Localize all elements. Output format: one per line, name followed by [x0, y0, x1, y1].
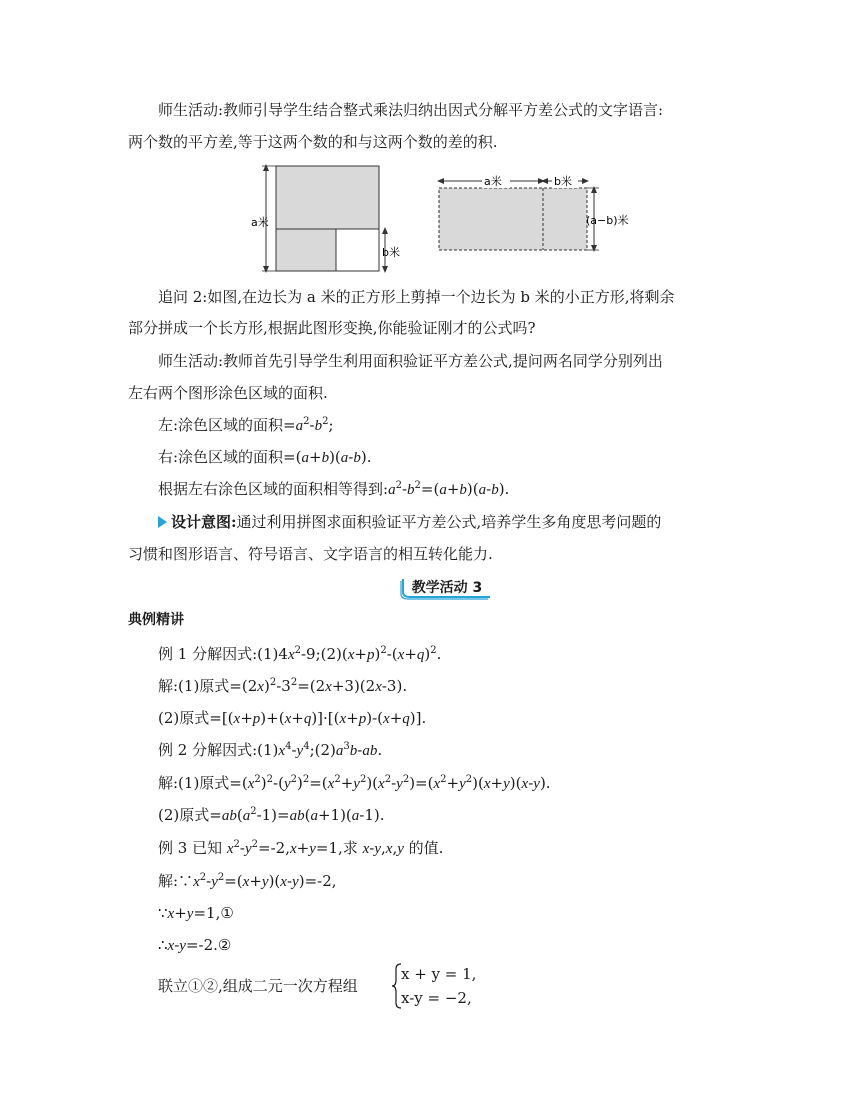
- paragraph-activity-line2: 两个数的平方差,等于这两个数的和与这两个数的差的积.: [128, 133, 498, 151]
- equation-system: [391, 962, 501, 1010]
- question2-line2: 部分拼成一个长方形,根据此图形变换,你能验证刚才的公式吗?: [128, 319, 536, 337]
- paragraph-activity-line1: 师生活动:教师引导学生结合整式乘法归纳出因式分解平方差公式的文字语言:: [158, 101, 664, 119]
- left-shaded-top: [276, 166, 379, 229]
- equation2-line: ∴x-y=-2.②: [158, 936, 232, 954]
- right-area-line: 右:涂色区域的面积=(a+b)(a-b).: [158, 448, 372, 466]
- left-area-line: 左:涂色区域的面积$=a^2-b^2$;: [158, 416, 334, 434]
- triangle-marker-icon: [158, 516, 167, 528]
- left-square-figure: [248, 162, 408, 276]
- solution1b-line: (2)原式=[(x+p)+(x+q)]·[(x+p)-(x+q)].: [158, 709, 427, 727]
- examples-heading: 典例精讲: [128, 612, 184, 628]
- banner-title: 教学活动 3: [411, 580, 483, 596]
- left-b-label: b米: [382, 246, 400, 259]
- example2-line: 例 2 分解因式$:(1)x^4-y^4;(2)a^3b-ab$.: [158, 741, 383, 759]
- solution3-line: 解$:\because x^2-y^2=(x+y)(x-y)=-2$,: [158, 872, 337, 890]
- right-a-label: a米: [484, 175, 502, 188]
- system-equation-2: x-y = −2,: [401, 989, 472, 1007]
- conclusion-line: 根据左右涂色区域的面积相等得到$:a^2-b^2=(a+b)(a-b)$.: [158, 480, 510, 498]
- design-intent-line2: 习惯和图形语言、符号语言、文字语言的相互转化能力.: [128, 545, 493, 563]
- example3-line: 例 3 已知 $x^2-y^2=-2,x+y=1$,求 x-y,x,y 的值.: [158, 839, 444, 857]
- right-rectangle-figure: [434, 172, 644, 254]
- right-ab-label: (a−b)米: [586, 214, 629, 227]
- solution2-line: 解:(1)原式$=(x^2)^2-(y^2)^2=(x^2+y^2)(x^2-y^2)=(x^2+y^2)(x+y)(x-y)$.: [158, 774, 551, 792]
- teaching-activity-banner: [400, 576, 494, 600]
- paragraph-method-line1: 师生活动:教师首先引导学生利用面积验证平方差公式,提问两名同学分别列出: [158, 352, 663, 370]
- solution1-line: 解:(1)原式$=(2x)^2-3^2=(2x+3)(2x-3)$.: [158, 677, 408, 695]
- left-shaded-bottom: [276, 229, 336, 271]
- system-intro-line: 联立①②,组成二元一次方程组: [158, 977, 358, 995]
- right-b-label: b米: [554, 175, 572, 188]
- design-intent-line1: 设计意图:通过利用拼图求面积验证平方差公式,培养学生多角度思考问题的: [158, 511, 661, 533]
- equation1-line: ∵x+y=1,①: [158, 904, 234, 922]
- solution2b-line: (2)原式$=ab(a^2-1)=ab(a+1)(a-1)$.: [158, 806, 385, 824]
- question2-line1: 追问 2:如图,在边长为 a 米的正方形上剪掉一个边长为 b 米的小正方形,将剩余: [158, 288, 675, 306]
- left-cut-square: [336, 229, 379, 271]
- right-shaded-rect: [439, 188, 587, 250]
- example1-line: 例 1 分解因式$:(1)4x^2-9;(2)(x+p)^2-(x+q)^2$.: [158, 645, 442, 663]
- system-equation-1: x + y = 1,: [401, 965, 477, 983]
- left-a-label: a米: [251, 216, 269, 229]
- paragraph-method-line2: 左右两个图形涂色区域的面积.: [128, 384, 328, 402]
